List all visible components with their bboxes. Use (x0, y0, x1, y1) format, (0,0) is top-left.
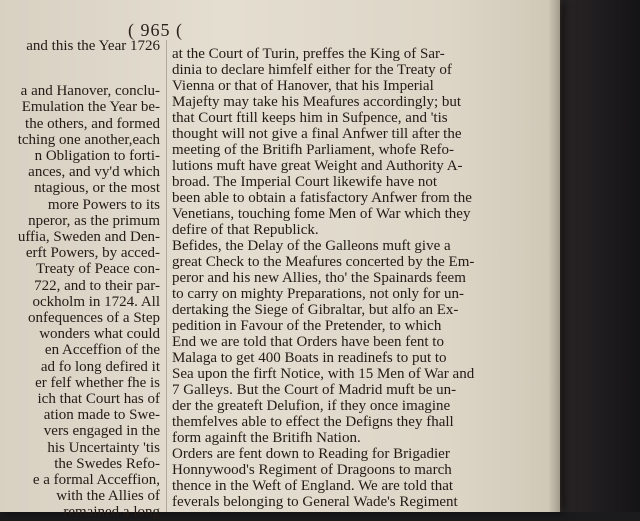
text-line: great Check to the Meafures concerted by the Em- (172, 254, 475, 270)
page-edge-shadow (548, 0, 562, 512)
text-line: lutions muft have great Weight and Authority A- (172, 158, 463, 174)
page-number: ( 965 ( (128, 20, 183, 40)
text-line: pedition in Favour of the Pretender, to which (172, 318, 442, 334)
text-line: the Swedes Refo- (54, 455, 160, 472)
text-line: Vienna or that of Hanover, that his Imperial (172, 78, 434, 94)
column-divider (166, 40, 167, 512)
text-line: his Uncertainty 'tis (47, 439, 160, 456)
text-line: ich that Court has of (37, 391, 160, 407)
text-line: onfequences of a Step (27, 310, 160, 326)
text-line: meeting of the Britifh Parliament, whofe Refo- (172, 142, 455, 158)
text-line: form againft the Britifh Nation. (172, 430, 361, 446)
text-line: der the greateft Delufion, if they once imagine (172, 398, 451, 414)
text-line: and this the Year 1726 (26, 38, 160, 54)
text-line: Venetians, touching fome Men of War which they (172, 206, 471, 222)
text-line: Sea upon the firft Notice, with 15 Men of War and (172, 366, 475, 382)
text-line: ances, and vy'd which (28, 164, 160, 181)
text-line: dinia to declare himfelf either for the Treaty of (172, 62, 452, 78)
text-line: Emulation the Year be- (21, 99, 160, 116)
text-line: Malaga to get 400 Boats in readinefs to put to (172, 350, 447, 366)
text-line: ntagious, or the most (34, 180, 160, 197)
text-line: er felf whether fhe is (35, 374, 160, 391)
text-line: thence in the Weft of England. We are told that (172, 478, 454, 494)
text-line: End we are told that Orders have been fent to (172, 334, 444, 350)
text-line: themfelves able to effect the Defigns they fhall (172, 414, 454, 430)
dark-background (560, 0, 640, 512)
text-line: been able to obtain a fatisfactory Anfwer from the (172, 190, 472, 206)
text-line: 7 Galleys. But the Court of Madrid muft be un- (172, 382, 457, 398)
text-line: 722, and to their par- (34, 277, 160, 294)
text-line: the others, and formed (25, 115, 160, 132)
text-line: Orders are fent down to Reading for Brigadier (172, 446, 450, 462)
text-line: that Court ftill keeps him in Sufpence, and 'tis (172, 110, 448, 126)
text-line: erft Powers, by acced- (25, 245, 160, 262)
text-line: wonders what could (39, 326, 160, 343)
text-line: tching one another,each (17, 131, 160, 148)
text-line: Befides, the Delay of the Galleons muft give a (172, 238, 451, 254)
text-line: en Acceffion of the (44, 342, 160, 359)
text-line: peror and his new Allies, tho' the Spainards feem (172, 270, 466, 286)
text-line: more Powers to its (47, 196, 160, 213)
text-line: ation made to Swe- (43, 407, 160, 424)
text-line: remained a long (63, 504, 160, 521)
text-line: defire of that Republick. (172, 222, 319, 238)
text-line: to carry on mighty Preparations, not only for un- (172, 286, 465, 302)
text-line: nperor, as the primum (28, 212, 160, 229)
text-line: with the Allies of (56, 488, 160, 505)
text-line: feverals belonging to General Wade's Regiment (172, 494, 458, 510)
text-line: e a formal Acceffion, (32, 472, 160, 488)
text-line: Treaty of Peace con- (36, 261, 160, 278)
text-line: at the Court of Turin, preffes the King of Sar- (172, 46, 445, 62)
text-line: dertaking the Siege of Gibraltar, but alfo an Ex- (172, 302, 459, 318)
text-line: a and Hanover, conclu- (20, 83, 160, 100)
text-line: n Obligation to forti- (34, 148, 160, 164)
text-line: Majefty may take his Meafures accordingly; but (172, 94, 462, 110)
text-line: thought will not give a final Anfwer till after the (172, 126, 462, 142)
text-line: uffia, Sweden and Den- (17, 229, 160, 245)
text-line: Honnywood's Regiment of Dragoons to march (172, 462, 452, 478)
text-line: broad. The Imperial Court likewife have not (172, 174, 438, 190)
text-line: vers engaged in the (43, 423, 160, 440)
text-line: ockholm in 1724. All (32, 293, 160, 310)
text-line: ad fo long defired it (40, 358, 160, 375)
